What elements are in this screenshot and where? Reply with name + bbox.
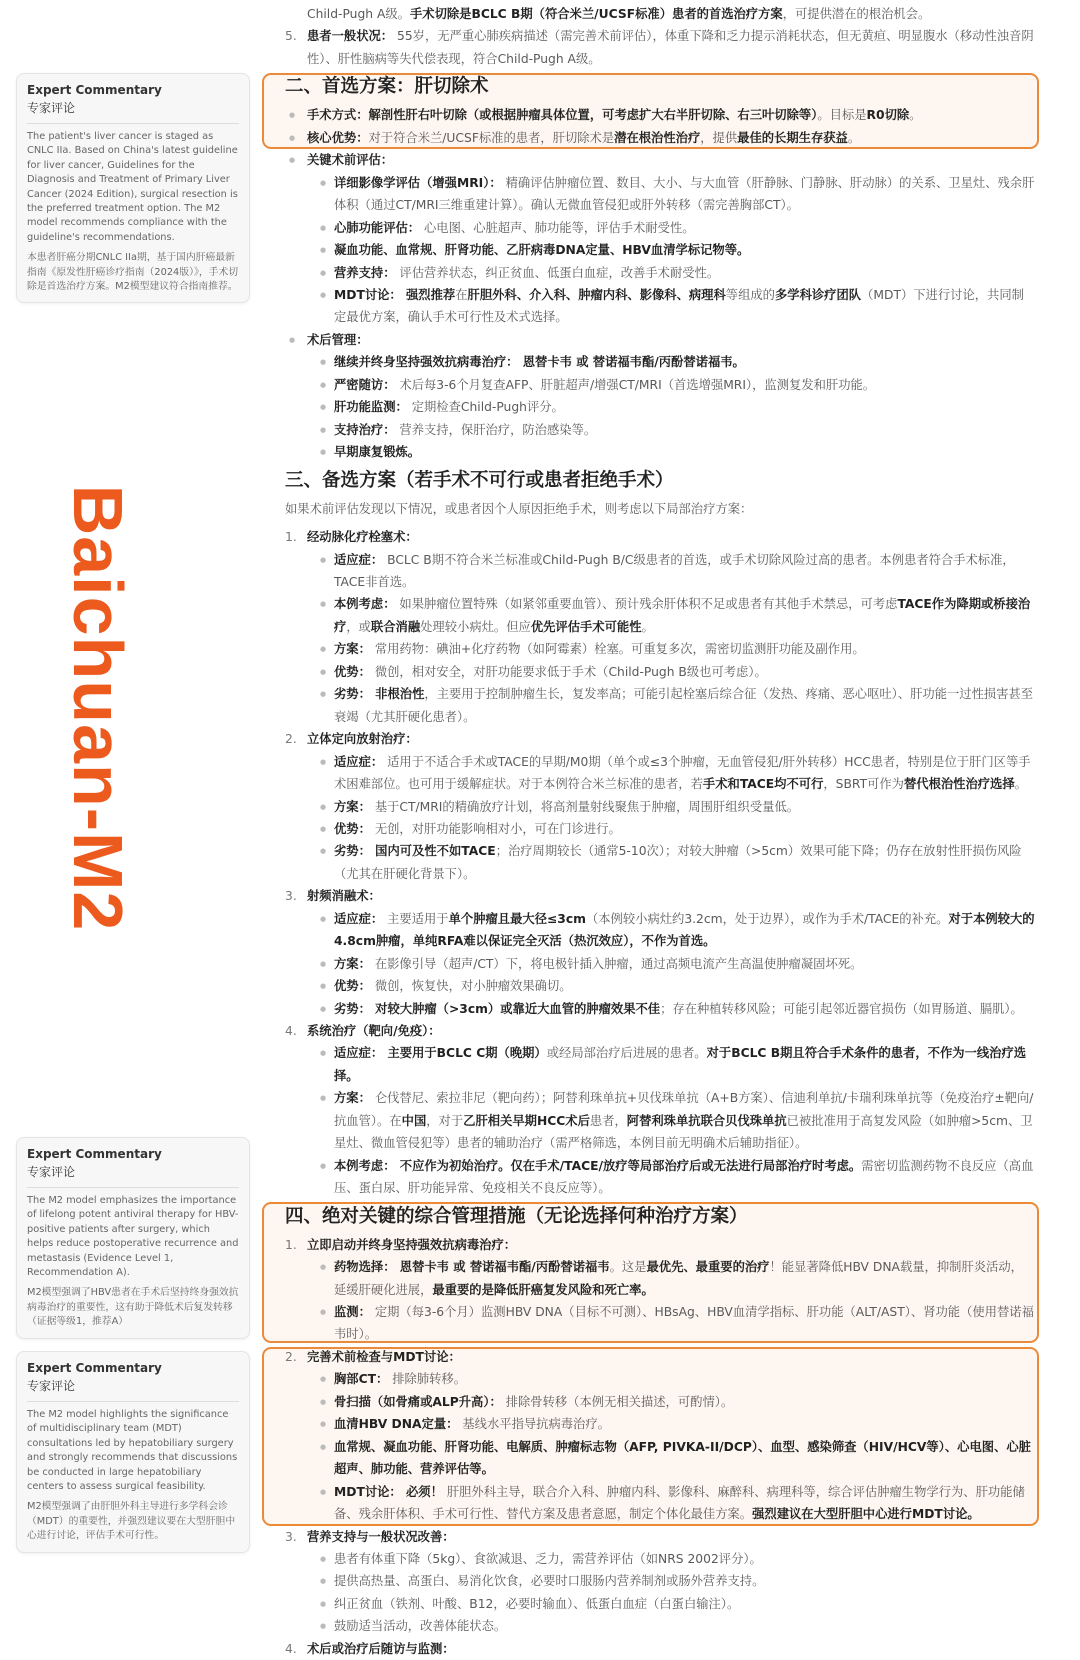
bold-text: 解剖性肝右叶切除（或根据肿瘤具体位置，可考虑扩大右半肝切除、右三叶切除等） — [368, 108, 818, 123]
bullet-icon: ● — [289, 335, 296, 344]
expert-commentary-card — [16, 73, 250, 303]
numbered-item — [285, 1526, 1035, 1548]
bold-text: 手术和TACE均不可行 — [702, 777, 824, 792]
text: 排除肺转移。 — [388, 1372, 467, 1387]
bullet-icon: ● — [320, 555, 327, 564]
list-item — [285, 549, 1035, 594]
bullet-icon: ● — [320, 847, 327, 856]
list-item — [285, 1615, 1035, 1637]
text: 无创，对肝功能影响相对小，可在门诊进行。 — [370, 821, 621, 836]
list-item — [285, 840, 1035, 885]
list-item — [285, 3, 1035, 25]
bullet-icon: ● — [320, 1622, 327, 1631]
list-item — [285, 1570, 1035, 1592]
bold-text: 继续并终身坚持强效抗病毒治疗： 恩替卡韦 或 替诺福韦酯/丙酚替诺福韦。 — [334, 355, 745, 370]
item-number: 3. — [285, 1529, 297, 1544]
text: 精确评估肿瘤位置、数目、大小、与大血管（肝静脉、门静脉、肝动脉）的关系、卫星灶、残余肝体积（通过CT/MRI三维重建计算）。确认无微血管侵犯或肝外转移（需完善胸部CT）。 — [334, 175, 1035, 213]
section-heading — [285, 1200, 1035, 1234]
bold-text: 非根治性 — [370, 687, 425, 702]
bold-text: 经动脉化疗栓塞术： — [307, 530, 418, 545]
bold-text: 监测： — [334, 1305, 371, 1320]
numbered-item — [285, 25, 1035, 70]
text: 微创，恢复快，对小肿瘤效果确切。 — [370, 979, 572, 994]
text: 基于CT/MRI的精确放疗计划，将高剂量射线聚焦于肿瘤，周围肝组织受量低。 — [370, 799, 800, 814]
bold-text: TACE作为降期或桥接治疗 — [334, 597, 1031, 634]
list-item — [285, 127, 1035, 149]
bold-text: 早期康复锻炼。 — [334, 445, 421, 460]
list-item — [285, 1548, 1035, 1570]
bold-text: 单个肿瘤且最大径≤3cm — [448, 911, 586, 926]
bold-text: 适应症： — [334, 552, 384, 567]
bold-text: 系统治疗（靶向/免疫）： — [307, 1024, 441, 1039]
list-item — [285, 351, 1035, 373]
commentary-title-zh: 专家评论 — [27, 1163, 239, 1188]
commentary-title-en: Expert Commentary — [27, 83, 162, 97]
list-item — [285, 262, 1035, 284]
item-number: 4. — [285, 1641, 297, 1656]
text: 心电图、心脏超声、肺功能等，评估手术耐受性。 — [420, 220, 695, 235]
text: （MDT）下进行讨论，共同制定最优方案，确认手术可行性及术式选择。 — [334, 287, 1024, 325]
bold-text: 手术方式： — [307, 108, 369, 123]
list-item — [285, 998, 1035, 1020]
list-item — [285, 1436, 1035, 1481]
list-item — [285, 1301, 1035, 1346]
list-item — [285, 908, 1035, 953]
bullet-icon: ● — [320, 914, 327, 923]
paragraph — [285, 498, 1035, 520]
bold-text: 联合消融 — [370, 619, 421, 634]
bold-text: 本例考虑： — [334, 597, 396, 612]
bold-text: 对于BCLC B期且符合手术条件的患者，不作为一线治疗选择。 — [334, 1046, 1027, 1083]
list-item — [285, 217, 1035, 239]
bold-text: 乙肝相关早期HCC术后 — [463, 1113, 590, 1128]
list-item — [285, 1368, 1035, 1390]
text: 55岁，无严重心肺疾病描述（需完善术前评估），体重下降和乏力提示消耗状态，但无黄疸、明显腹水（移动性浊音阴性）、肝性脑病等失代偿表现，符合Child-Pugh A级。 — [307, 29, 1034, 66]
bold-text: 营养支持： — [334, 265, 396, 280]
text: 或经局部治疗后进展的患者。 — [546, 1046, 707, 1061]
text: 在 — [455, 287, 468, 302]
item-number: 3. — [285, 889, 297, 904]
item-number: 1. — [285, 1237, 297, 1252]
list-item — [285, 638, 1035, 660]
bold-text: 凝血功能、血常规、肝肾功能、乙肝病毒DNA定量、HBV血清学标记物等。 — [334, 243, 750, 258]
bold-text: 最优先、最重要的治疗 — [646, 1260, 770, 1275]
list-item — [285, 396, 1035, 418]
list-item — [285, 1593, 1035, 1615]
text: Child-Pugh A级。 — [307, 7, 410, 21]
commentary-title-en: Expert Commentary — [27, 1147, 162, 1161]
bullet-icon: ● — [320, 425, 327, 434]
text: 微创，相对安全，对肝功能要求低于手术（Child-Pugh B级也可考虑）。 — [370, 664, 767, 679]
expert-commentary-card — [16, 1351, 250, 1553]
bold-text: 三、备选方案（若手术不可行或患者拒绝手术） — [285, 469, 674, 491]
numbered-item — [285, 1020, 1035, 1042]
text: ，可提供潜在的根治机会。 — [782, 7, 931, 21]
list-item — [285, 419, 1035, 441]
numbered-item — [285, 1234, 1035, 1256]
text: 。 — [909, 108, 922, 123]
bold-text: 优先评估手术可能性 — [530, 619, 642, 634]
bullet-icon: ● — [320, 1049, 327, 1058]
text: BCLC B期不符合米兰标准或Child-Pugh B/C级患者的首选，或手术切除风险过高的患者。本例患者符合手术标准，TACE非首选。 — [334, 552, 1015, 589]
bullet-icon: ● — [320, 1263, 327, 1272]
bold-text: MDT讨论： 必须！ — [334, 1484, 443, 1499]
commentary-text-zh: 本患者肝癌分期CNLC IIa期，基于国内肝癌最新指南《原发性肝癌诊疗指南（2024版）》，手术切除是首选治疗方案。M2模型建议符合指南推荐。 — [27, 252, 239, 293]
bold-text: 方案： — [334, 1091, 371, 1106]
text: 。这是 — [609, 1260, 647, 1275]
bullet-icon: ● — [320, 1487, 327, 1496]
commentary-title-en: Expert Commentary — [27, 1361, 162, 1375]
bold-text: 手术切除是BCLC B期（符合米兰/UCSF标准）患者的首选治疗方案 — [409, 7, 783, 21]
bold-text: 支持治疗： — [334, 422, 396, 437]
commentary-title-zh: 专家评论 — [27, 99, 239, 124]
bold-text: 方案： — [334, 956, 371, 971]
bold-text: 潜在根治性治疗 — [614, 130, 701, 145]
list-item — [285, 284, 1035, 329]
commentary-text-zh: M2模型强调了HBV患者在手术后坚持终身强效抗病毒治疗的重要性，这有助于降低术后复发转移（证据等级1，推荐A） — [27, 1287, 239, 1328]
bold-text: 严密随访： — [334, 377, 396, 392]
bullet-icon: ● — [320, 757, 327, 766]
item-number: 4. — [285, 1024, 297, 1039]
item-number: 1. — [285, 530, 297, 545]
numbered-item — [285, 728, 1035, 750]
bold-text: 射频消融术： — [307, 889, 381, 904]
text: 肝胆外科主导，联合介入科、肿瘤内科、影像科、麻醉科、病理科等，综合评估肿瘤生物学行为、肝功能储备、残余肝体积、手术可行性、替代方案及患者意愿，制定个体化最佳方案。 — [334, 1484, 1025, 1522]
bold-text: 劣势： — [334, 1001, 371, 1016]
list-item — [285, 683, 1035, 728]
bold-text: 患者一般状况： — [307, 29, 394, 44]
text: 已被批准用于高复发风险（如肿瘤>5cm、卫星灶、微血管侵犯等）患者的辅助治疗（需严格筛选，本例目前无明确术后辅助指征）。 — [334, 1113, 1033, 1151]
bullet-icon: ● — [320, 1161, 327, 1170]
bold-text: 术后或治疗后随访与监测： — [307, 1641, 455, 1656]
bullet-icon: ● — [320, 290, 327, 299]
item-number: 5. — [285, 29, 297, 44]
text: 术后每3-6个月复查AFP、肝脏超声/增强CT/MRI（首选增强MRI），监测复发和肝功能。 — [395, 377, 876, 392]
treatment-plan-document — [285, 3, 1035, 1660]
bullet-icon: ● — [320, 982, 327, 991]
bullet-icon: ● — [320, 824, 327, 833]
bold-text: 强烈推荐 — [401, 287, 456, 302]
bold-text: 适应症： — [334, 1046, 384, 1061]
bullet-icon: ● — [289, 156, 296, 165]
bullet-icon: ● — [320, 246, 327, 255]
text: 对于符合米兰/UCSF标准的患者，肝切除术是 — [368, 130, 615, 145]
list-item — [285, 374, 1035, 396]
bold-text: 不应作为初始治疗。仅在手术/TACE/放疗等局部治疗后或无法进行局部治疗时考虑。 — [395, 1158, 862, 1173]
list-item — [285, 661, 1035, 683]
bold-text: 完善术前检查与MDT讨论： — [307, 1349, 461, 1364]
bold-text: 阿替利珠单抗联合贝伐珠单抗 — [626, 1113, 787, 1128]
bullet-icon: ● — [320, 1308, 327, 1317]
text: ；存在种植转移风险；可能引起邻近器官损伤（如胃肠道、膈肌）。 — [660, 1001, 1023, 1016]
text: 在影像引导（超声/CT）下，将电极针插入肿瘤，通过高频电流产生高温使肿瘤凝固坏死。 — [370, 956, 863, 971]
bold-text: R0切除 — [866, 108, 910, 123]
bullet-icon: ● — [320, 223, 327, 232]
text: 等组成的 — [725, 287, 775, 302]
text: 主要适用于 — [383, 911, 449, 926]
text: 常用药物：碘油+化疗药物（如阿霉素）栓塞。可重复多次，需密切监测肝功能及副作用。 — [370, 642, 865, 657]
text: ，SBRT可作为 — [823, 777, 904, 792]
list-item — [285, 751, 1035, 796]
item-number: 2. — [285, 732, 297, 747]
numbered-item — [285, 526, 1035, 548]
text: 适用于不适合手术或TACE的早期/M0期（单个或≤3个肿瘤，无血管侵犯/肝外转移）HCC患者，特别是位于肝门区等手术困难部位。也可用于缓解症状。对于本例符合米兰标准的患者，若 — [334, 754, 1031, 792]
bold-text: 肝功能监测： — [334, 400, 408, 415]
bold-text: 四、绝对关键的综合管理措施（无论选择何种治疗方案） — [285, 1205, 748, 1227]
bullet-icon: ● — [320, 448, 327, 457]
bold-text: 替代根治性治疗选择 — [903, 777, 1015, 792]
text: 仑伐替尼、索拉非尼（靶向药）；阿替利珠单抗+贝伐珠单抗（A+B方案）、信迪利单抗/卡瑞利珠单抗等（免疫治疗±靶向/抗血管）。在 — [334, 1091, 1034, 1128]
numbered-item — [285, 885, 1035, 907]
list-item — [285, 172, 1035, 217]
commentary-title-zh: 专家评论 — [27, 1377, 239, 1402]
bold-text: 立体定向放射治疗： — [307, 732, 418, 747]
text: 定期（每3-6个月）监测HBV DNA（目标不可测）、HBsAg、HBV血清学指标、肝功能（ALT/AST）、肾功能（使用替诺福韦时）。 — [334, 1305, 1034, 1342]
text: ，或 — [346, 619, 371, 634]
bold-text: 适应症： — [334, 911, 384, 926]
commentary-text-en: The patient's liver cancer is staged as CNLC IIa. Based on China's latest guideline for liver cancer, Guidelines for the Diagnosis and Treatment of Primary Liver Cancer (2024 Edition), surgical resection is the preferred treatment option. The M2 model recommends compliance with the guideline's recommendations. — [27, 131, 238, 243]
bold-text: 主要用于BCLC C期（晚期） — [383, 1046, 547, 1061]
list-item — [285, 1087, 1035, 1154]
list-item — [285, 953, 1035, 975]
bold-text: 关键术前评估： — [307, 153, 394, 168]
list-item — [285, 593, 1035, 638]
list-item — [285, 818, 1035, 840]
bold-text: 方案： — [334, 799, 371, 814]
text: 。 — [847, 130, 861, 145]
bold-text: 本例考虑： — [334, 1158, 396, 1173]
bold-text: 强烈建议在大型肝胆中心进行MDT讨论。 — [752, 1507, 980, 1522]
commentary-text-en: The M2 model highlights the significance of multidisciplinary team (MDT) consultations led by hepatobiliary surgery and strongly recommends that discussions be conducted in large hepatobiliary centers to assess surgical feasibility. — [27, 1409, 238, 1493]
text: 鼓励适当活动，改善体能状态。 — [334, 1619, 507, 1634]
bullet-icon: ● — [320, 268, 327, 277]
bold-text: 心肺功能评估： — [334, 220, 421, 235]
list-item — [285, 149, 1035, 171]
bullet-icon: ● — [320, 380, 327, 389]
text: 需密切监测药物不良反应（高血压、蛋白尿、肝功能异常、免疫相关不良反应等）。 — [334, 1158, 1034, 1196]
bullet-icon: ● — [320, 1375, 327, 1384]
bold-text: 核心优势： — [307, 130, 369, 145]
bold-text: 骨扫描（如骨痛或ALP升高）： — [334, 1394, 502, 1409]
section-heading — [285, 464, 1035, 498]
bold-text: 对较大肿瘤（>3cm）或靠近大血管的肿瘤效果不佳 — [370, 1001, 661, 1016]
text: 基线水平指导抗病毒治疗。 — [458, 1417, 610, 1432]
text: 评估营养状态，纠正贫血、低蛋白血症，改善手术耐受性。 — [395, 265, 720, 280]
list-item — [285, 239, 1035, 261]
bold-text: MDT讨论： — [334, 287, 402, 302]
bullet-icon: ● — [320, 690, 327, 699]
bold-text: 血清HBV DNA定量： — [334, 1417, 459, 1432]
list-item — [285, 1155, 1035, 1200]
text: ，主要用于控制肿瘤生长，复发率高；可能引起栓塞后综合征（发热、疼痛、恶心呕吐）、肝功能一过性损害甚至衰竭（尤其肝硬化患者）。 — [334, 687, 1034, 724]
text: ，对于 — [426, 1113, 464, 1128]
bullet-icon: ● — [320, 645, 327, 654]
text: 排除骨转移（本例无相关描述，可酌情）。 — [501, 1394, 734, 1409]
bold-text: 劣势： — [334, 687, 371, 702]
bullet-icon: ● — [320, 358, 327, 367]
bullet-icon: ● — [320, 1555, 327, 1563]
text: 。 — [641, 619, 654, 634]
list-item — [285, 1481, 1035, 1526]
text: 如果肿瘤位置特殊（如紧邻重要血管）、预计残余肝体积不足或患者有其他手术禁忌，可考虑 — [395, 597, 898, 612]
bold-text: 立即启动并终身坚持强效抗病毒治疗： — [307, 1237, 517, 1252]
section-heading — [285, 70, 1035, 104]
bullet-icon: ● — [320, 1094, 327, 1103]
list-item — [285, 1391, 1035, 1413]
text: 提供高热量、高蛋白、易消化饮食，必要时口服肠内营养制剂或肠外营养支持。 — [334, 1574, 765, 1589]
list-item — [285, 329, 1035, 351]
text: 如果术前评估发现以下情况，或患者因个人原因拒绝手术，则考虑以下局部治疗方案： — [285, 501, 753, 516]
text: ！能显著降低HBV DNA载量，抑制肝炎活动，延缓肝硬化进展， — [334, 1260, 1023, 1297]
bullet-icon: ● — [320, 667, 327, 676]
text: （本例较小病灶约3.2cm，处于边界），或作为手术/TACE的补充。 — [585, 911, 949, 926]
bullet-icon: ● — [320, 802, 327, 811]
expert-commentary-card — [16, 1137, 250, 1339]
numbered-item — [285, 1638, 1035, 1660]
item-number: 2. — [285, 1349, 297, 1364]
bullet-icon: ● — [320, 1577, 327, 1586]
list-item — [285, 441, 1035, 463]
bullet-icon: ● — [320, 403, 327, 412]
text: 患者有体重下降（5kg）、食欲减退、乏力，需营养评估（如NRS 2002评分）。 — [334, 1552, 762, 1566]
commentary-text-zh: M2模型强调了由肝胆外科主导进行多学科会诊（MDT）的重要性，并强烈建议要在大型肝胆中心进行讨论，评估手术可行性。 — [27, 1501, 236, 1542]
bold-text: 优势： — [334, 664, 371, 679]
bold-text: 最佳的长期生存获益 — [737, 130, 848, 145]
list-item — [285, 1042, 1035, 1087]
bold-text: 多学科诊疗团队 — [774, 287, 862, 302]
list-item — [285, 796, 1035, 818]
bold-text: 胸部CT： — [334, 1372, 389, 1387]
bold-text: 中国 — [401, 1113, 427, 1128]
commentary-text-en: The M2 model emphasizes the importance of lifelong potent antiviral therapy for HBV-positive patients after surgery, which helps reduce postoperative recurrence and metastasis (Evidence Level 1, Recommendation A). — [27, 1195, 239, 1279]
list-item — [285, 104, 1035, 126]
bullet-icon: ● — [320, 1599, 327, 1608]
text: 定期检查Child-Pugh评分。 — [407, 400, 564, 415]
bold-text: 血常规、凝血功能、肝肾功能、电解质、肿瘤标志物（AFP, PIVKA-II/DCP）、血型、感染筛查（HIV/HCV等）、心电图、心脏超声、肺功能、营养评估等。 — [334, 1439, 1031, 1477]
bold-text: 劣势： — [334, 844, 371, 859]
bold-text: 国内可及性不如TACE — [370, 844, 496, 859]
text: ；治疗周期较长（通常5-10次）；对较大肿瘤（>5cm）效果可能下降；仍存在放射性肝损伤风险（尤其在肝硬化背景下）。 — [334, 844, 1022, 881]
bullet-icon: ● — [320, 178, 327, 187]
bold-text: 肝胆外科、介入科、肿瘤内科、影像科、病理科 — [467, 287, 726, 302]
bold-text: 最重要的是降低肝癌复发风险和死亡率。 — [432, 1282, 654, 1297]
bold-text: 优势： — [334, 979, 371, 994]
text: 营养支持，保肝治疗，防治感染等。 — [395, 422, 597, 437]
text: 。目标是 — [817, 108, 867, 123]
bold-text: 适应症： — [334, 754, 384, 769]
text: 纠正贫血（铁剂、叶酸、B12，必要时输血）、低蛋白血症（白蛋白输注）。 — [334, 1596, 740, 1611]
text: ，提供 — [700, 130, 738, 145]
bullet-icon: ● — [289, 111, 296, 120]
bold-text: 药物选择： 恩替卡韦 或 替诺福韦酯/丙酚替诺福韦 — [334, 1260, 610, 1275]
bold-text: 对于本例较大的4.8cm肿瘤，单纯RFA难以保证完全灭活（热沉效应），不作为首选。 — [334, 911, 1035, 949]
bullet-icon: ● — [320, 1004, 327, 1013]
watermark-logo: Baichuan-M2 — [59, 484, 137, 932]
list-item — [285, 975, 1035, 997]
bold-text: 二、首选方案：肝切除术 — [285, 76, 489, 98]
bullet-icon: ● — [289, 133, 296, 142]
bullet-icon: ● — [320, 600, 327, 609]
bullet-icon: ● — [320, 959, 327, 968]
list-item — [285, 1413, 1035, 1435]
numbered-item — [285, 1346, 1035, 1368]
text: 。 — [1014, 777, 1027, 792]
bold-text: 术后管理： — [307, 332, 369, 347]
bullet-icon: ● — [320, 1397, 327, 1406]
list-item — [285, 1256, 1035, 1301]
bullet-icon: ● — [320, 1442, 327, 1451]
bold-text: 优势： — [334, 821, 371, 836]
bullet-icon: ● — [320, 1420, 327, 1429]
bold-text: 营养支持与一般状况改善： — [307, 1529, 455, 1544]
text: 处理较小病灶。但应 — [420, 619, 531, 634]
bold-text: 详细影像学评估（增强MRI）： — [334, 175, 502, 190]
bold-text: 方案： — [334, 642, 371, 657]
text: 患者， — [589, 1113, 627, 1128]
